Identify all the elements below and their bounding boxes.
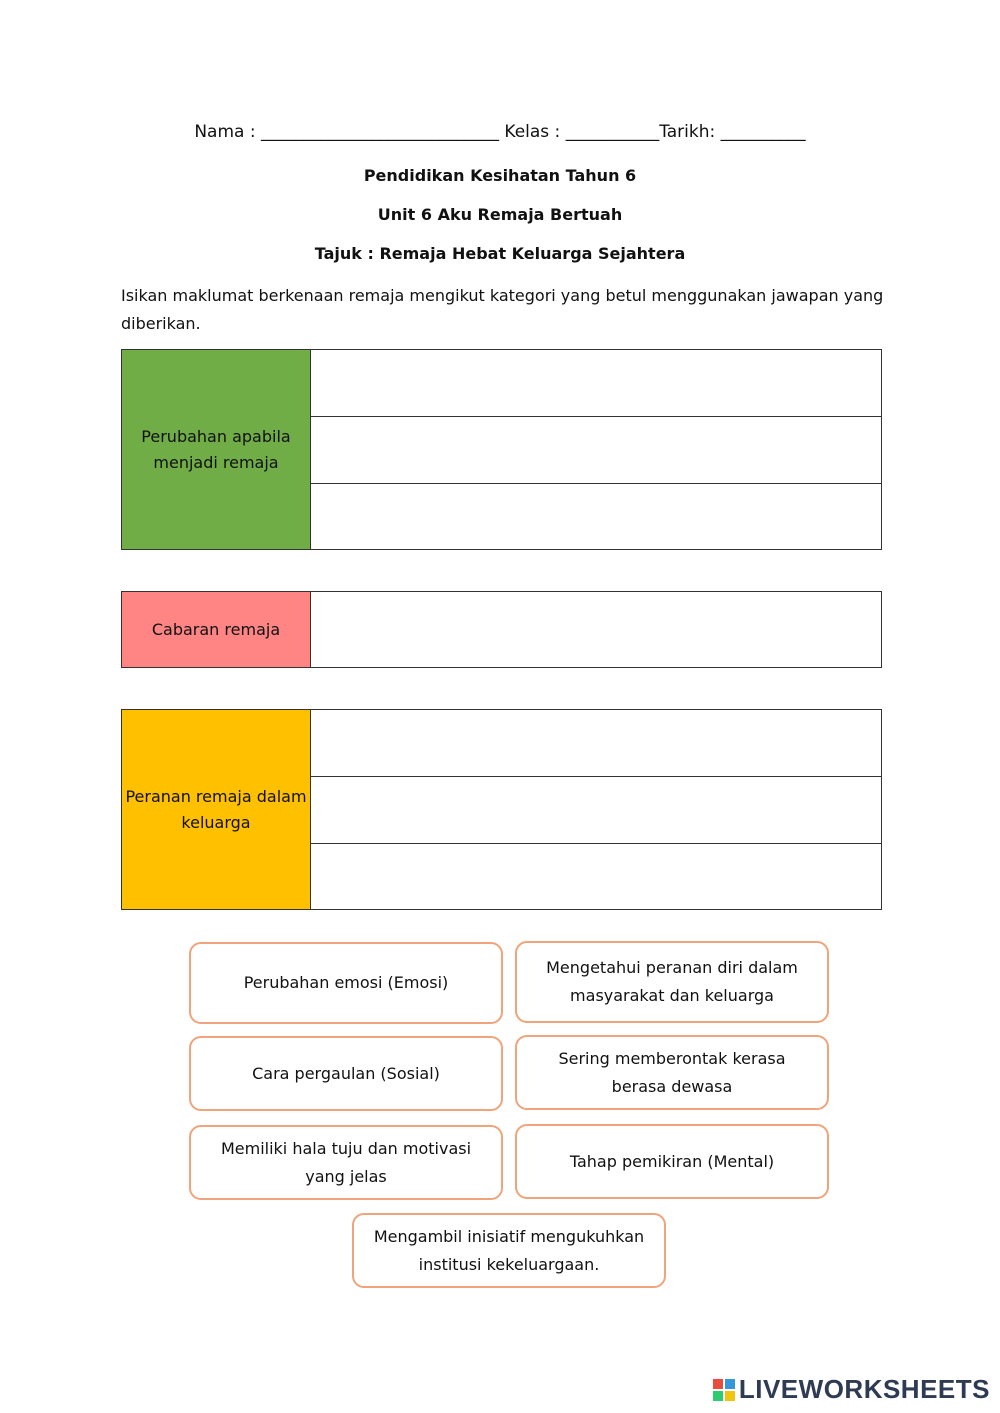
category-table-changes <box>121 349 882 550</box>
topic-title: Tajuk : Remaja Hebat Keluarga Sejahtera <box>314 244 686 263</box>
answer-card-social[interactable]: Cara pergaulan (Sosial) <box>189 1036 503 1111</box>
liveworksheets-logo-icon <box>713 1379 735 1401</box>
student-info-line: Nama : ____________________________ Kelas : ___________Tarikh: __________ <box>194 122 806 142</box>
category-table-challenges <box>121 591 882 668</box>
liveworksheets-logo-text: LIVEWORKSHEETS <box>738 1374 990 1404</box>
answer-card-motivation[interactable]: Memiliki hala tuju dan motivasi yang jelas <box>189 1125 503 1200</box>
unit-title: Unit 6 Aku Remaja Bertuah <box>377 205 623 224</box>
answer-card-mental[interactable]: Tahap pemikiran (Mental) <box>515 1124 829 1199</box>
answer-card-emotion[interactable]: Perubahan emosi (Emosi) <box>189 942 503 1024</box>
drop-slot-roles-2[interactable] <box>311 777 882 844</box>
category-table-roles <box>121 709 882 910</box>
category-label-challenges: Cabaran remaja <box>122 592 311 668</box>
answer-card-rebellion[interactable]: Sering memberontak kerasa berasa dewasa <box>515 1035 829 1110</box>
drop-slot-roles-1[interactable] <box>311 710 882 777</box>
liveworksheets-logo <box>713 1374 990 1405</box>
drop-slot-changes-2[interactable] <box>311 417 882 484</box>
answer-card-family-institution[interactable]: Mengambil inisiatif mengukuhkan institusi kekeluargaan. <box>352 1213 666 1288</box>
drop-slot-challenges-1[interactable] <box>311 592 882 668</box>
drop-slot-changes-3[interactable] <box>311 484 882 550</box>
drop-slot-changes-1[interactable] <box>311 350 882 417</box>
drop-slot-roles-3[interactable] <box>311 844 882 910</box>
category-label-changes: Perubahan apabila menjadi remaja <box>122 350 311 550</box>
answer-card-self-role[interactable]: Mengetahui peranan diri dalam masyarakat dan keluarga <box>515 941 829 1023</box>
instructions-text: Isikan maklumat berkenaan remaja mengikut kategori yang betul menggunakan jawapan yang diberikan. <box>121 286 884 333</box>
category-label-roles: Peranan remaja dalam keluarga <box>122 710 311 910</box>
subject-title: Pendidikan Kesihatan Tahun 6 <box>363 166 637 185</box>
